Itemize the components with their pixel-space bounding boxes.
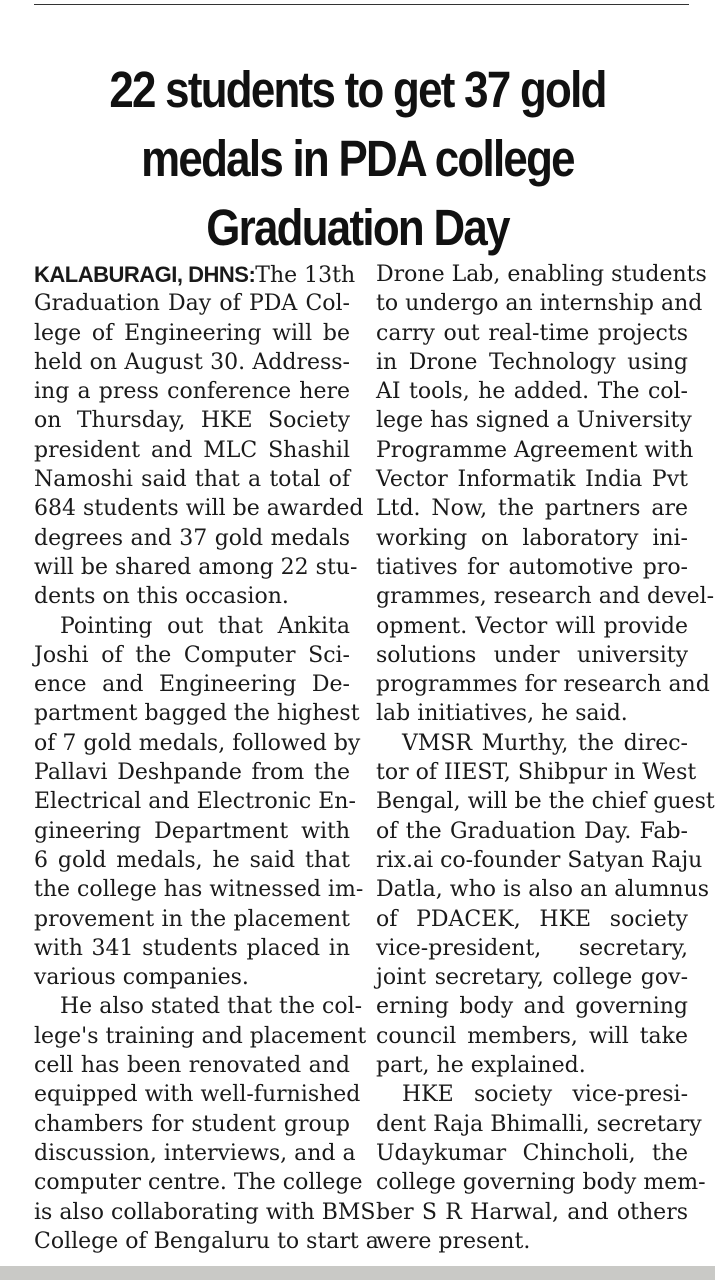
text-line-content: The 13th <box>255 263 356 288</box>
text-line: were present. <box>376 1228 531 1254</box>
text-line: ber S R Harwal, and others <box>376 1199 688 1225</box>
text-line: gineering Department with <box>34 818 350 844</box>
text-line: lege's training and placement <box>34 1023 367 1049</box>
text-line: chambers for student group <box>34 1111 350 1137</box>
text-line: to undergo an internship and <box>376 291 703 317</box>
text-line: lab initiatives, he said. <box>376 701 628 727</box>
text-line <box>34 260 356 289</box>
text-line: president and MLC Shashil <box>34 437 350 463</box>
text-line: Ltd. Now, the partners are <box>376 496 688 522</box>
text-line: Joshi of the Computer Sci- <box>34 642 350 668</box>
text-line: Vector Informatik India Pvt <box>376 467 688 493</box>
text-line: equipped with well-furnished <box>34 1082 361 1108</box>
text-line: AI tools, he added. The col- <box>376 379 688 405</box>
text-line: Electrical and Electronic En- <box>34 789 356 815</box>
text-line: computer centre. The college <box>34 1170 363 1196</box>
text-line: held on August 30. Address- <box>34 349 350 375</box>
text-line: opment. Vector will provide <box>376 613 688 639</box>
text-line: Pointing out that Ankita <box>60 613 350 639</box>
bottom-bar <box>0 1266 715 1280</box>
text-line: carry out real-time projects <box>376 320 688 346</box>
text-line: Namoshi said that a total of <box>34 467 350 493</box>
text-line: of PDACEK, HKE society <box>376 906 688 932</box>
text-line: Datla, who is also an alumnus <box>376 877 710 903</box>
text-line: joint secretary, college gov- <box>376 965 688 991</box>
text-line: VMSR Murthy, the direc- <box>402 730 688 756</box>
text-line: Pallavi Deshpande from the <box>34 760 350 786</box>
text-line: the college has witnessed im- <box>34 877 364 903</box>
text-line: provement in the placement <box>34 906 350 932</box>
text-line: partment bagged the highest <box>34 701 360 727</box>
text-line: solutions under university <box>376 642 688 668</box>
text-line: programmes for research and <box>376 672 710 698</box>
text-line: dent Raja Bhimalli, secretary <box>376 1111 702 1137</box>
text-line: lege has signed a University <box>376 408 692 434</box>
text-line: 6 gold medals, he said that <box>34 847 350 873</box>
text-line: on Thursday, HKE Society <box>34 408 350 434</box>
headline-line: Graduation Day <box>206 199 509 256</box>
text-line: college governing body mem- <box>376 1170 706 1196</box>
text-line: various companies. <box>34 965 249 991</box>
text-line: He also stated that the col- <box>60 994 363 1020</box>
text-line: HKE society vice-presi- <box>402 1082 688 1108</box>
top-rule <box>34 4 689 5</box>
text-line: working on laboratory ini- <box>376 525 688 551</box>
text-line: Udaykumar Chincholi, the <box>376 1140 688 1166</box>
text-line: will be shared among 22 stu- <box>34 554 358 580</box>
text-line: degrees and 37 gold medals <box>34 525 350 551</box>
text-line: Programme Agreement with <box>376 437 694 463</box>
text-line: of 7 gold medals, followed by <box>34 730 361 756</box>
text-line: of the Graduation Day. Fab- <box>376 818 688 844</box>
text-line: in Drone Technology using <box>376 349 688 375</box>
text-line: erning body and governing <box>376 994 688 1020</box>
text-line: discussion, interviews, and a <box>34 1140 356 1166</box>
text-line: 684 students will be awarded <box>34 496 364 522</box>
left-column <box>34 260 379 1256</box>
text-line: tiatives for automotive pro- <box>376 554 688 580</box>
text-line: rix.ai co-founder Satyan Raju <box>376 847 703 873</box>
text-line: with 341 students placed in <box>34 935 350 961</box>
headline <box>50 55 665 262</box>
text-line: College of Bengaluru to start a <box>34 1228 379 1254</box>
text-line: grammes, research and devel- <box>376 584 715 610</box>
headline-line: 22 students to get 37 gold <box>109 61 606 118</box>
text-line: Drone Lab, enabling students <box>376 262 707 287</box>
dateline: KALABURAGI, DHNS: <box>34 262 256 287</box>
text-line: part, he explained. <box>376 1053 586 1079</box>
text-line: is also collaborating with BMS <box>34 1199 376 1225</box>
text-line: lege of Engineering will be <box>34 320 350 346</box>
text-line: cell has been renovated and <box>34 1053 350 1079</box>
text-line: council members, will take <box>376 1023 688 1049</box>
text-line: Bengal, will be the chief guest <box>376 789 715 815</box>
text-line: vice-president, secretary, <box>376 935 688 961</box>
headline-line: medals in PDA college <box>141 130 574 187</box>
text-line: tor of IIEST, Shibpur in West <box>376 760 697 786</box>
text-line: dents on this occasion. <box>34 584 289 610</box>
text-line: ing a press conference here <box>34 379 350 405</box>
text-line: ence and Engineering De- <box>34 672 350 698</box>
right-column <box>376 260 715 1256</box>
text-line: Graduation Day of PDA Col- <box>34 291 350 317</box>
